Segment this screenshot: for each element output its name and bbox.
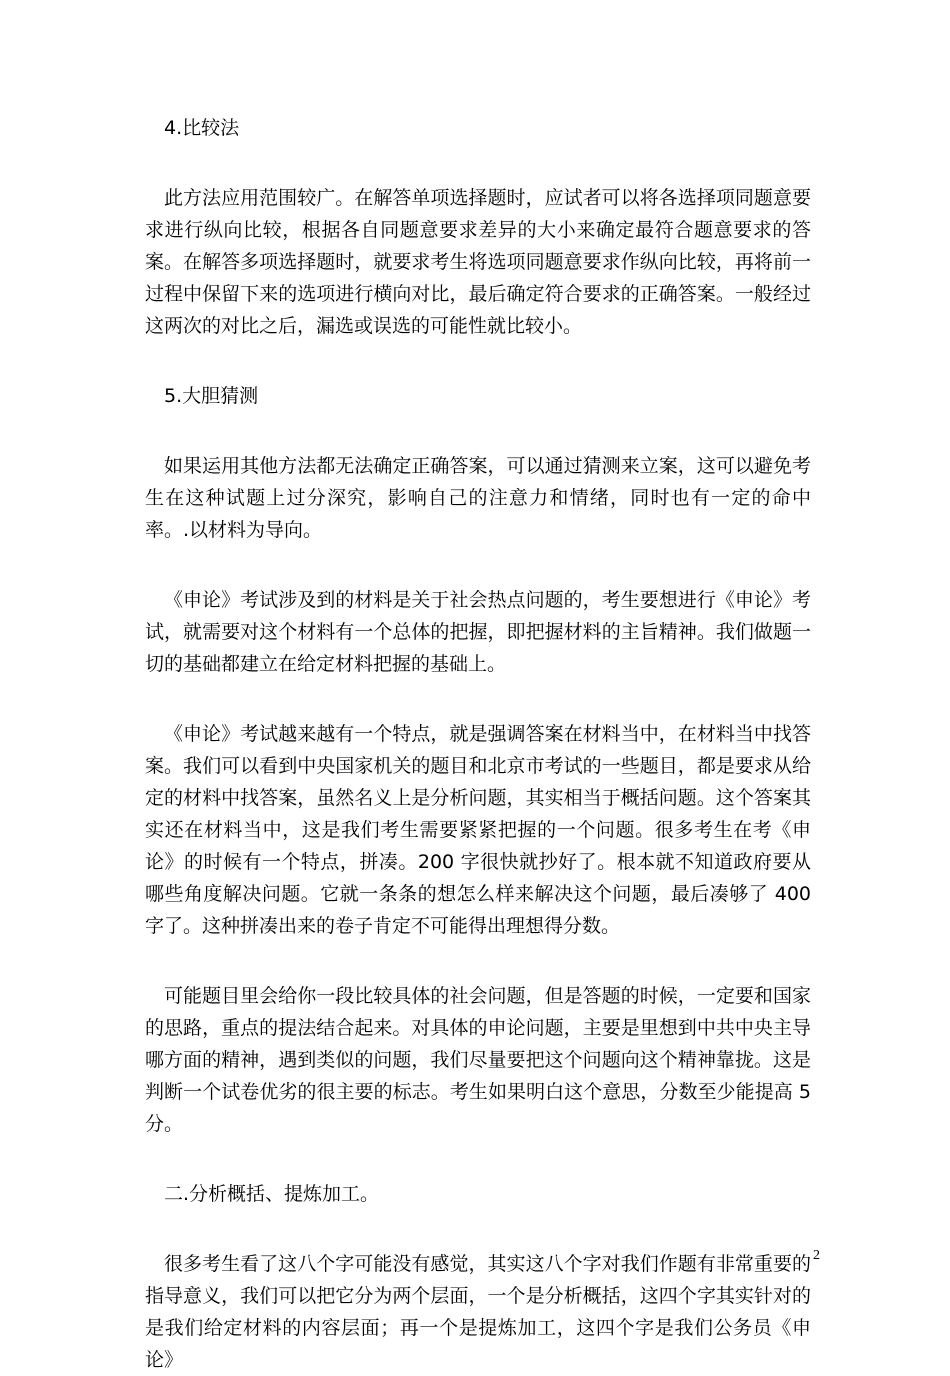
paragraph-guess: 如果运用其他方法都无法确定正确答案，可以通过猜测来立案，这可以避免考生在这种试题上过分深究，影响自己的注意力和情绪，同时也有一定的命中率。.以材料为导向。 <box>145 455 811 541</box>
paragraph-eight-characters: 很多考生看了这八个字可能没有感觉，其实这八个字对我们作题有非常重要的指导意义，我们可以把它分为两个层面，一个是分析概括，这四个字其实针对的是我们给定材料的内容层面；再一个是提炼加工，这四个字是我们公务员《申论》 <box>145 1253 811 1371</box>
section-heading-comparison: 4.比较法 <box>164 117 240 139</box>
paragraph-national-thinking: 可能题目里会给你一段比较具体的社会问题，但是答题的时候，一定要和国家的思路，重点的提法结合起来。对具体的申论问题，主要是里想到中共中央主导哪方面的精神，遇到类似的问题，我们尽量要把这个问题向这个精神靠拢。这是判断一个试卷优劣的很主要的标志。考生如果明白这个意思，分数至少能提高 5 分。 <box>145 985 811 1135</box>
paragraph-material-overview: 《申论》考试涉及到的材料是关于社会热点问题的，考生要想进行《申论》考试，就需要对这个材料有一个总体的把握，即把握材料的主旨精神。我们做题一切的基础都建立在给定材料把握的基础上。 <box>145 589 811 675</box>
section-heading-analysis: 二.分析概括、提炼加工。 <box>164 1183 380 1205</box>
paragraph-answer-in-material: 《申论》考试越来越有一个特点，就是强调答案在材料当中，在材料当中找答案。我们可以看到中央国家机关的题目和北京市考试的一些题目，都是要求从给定的材料中找答案，虽然名义上是分析问题，其实相当于概括问题。这个答案其实还在材料当中，这是我们考生需要紧紧把握的一个问题。很多考生在考《申论》的时候有一个特点，拼凑。200 字很快就抄好了。根本就不知道政府要从哪些角度解决问题。它就一条条的想怎么样来解决这个问题，最后凑够了 400 字了。这种拼凑出来的卷子肯定不可能得出理想得分数。 <box>145 723 811 937</box>
document-body <box>145 112 811 1376</box>
paragraph-comparison: 此方法应用范围较广。在解答单项选择题时，应试者可以将各选择项同题意要求进行纵向比较，根据各自同题意要求差异的大小来确定最符合题意要求的答案。在解答多项选择题时，就要求考生将选项同题意要求作纵向比较，再将前一过程中保留下来的选项进行横向对比，最后确定符合要求的正确答案。一般经过这两次的对比之后，漏选或误选的可能性就比较小。 <box>145 187 811 337</box>
page-number: 2 <box>813 1248 820 1263</box>
section-heading-guess: 5.大胆猜测 <box>164 385 259 407</box>
